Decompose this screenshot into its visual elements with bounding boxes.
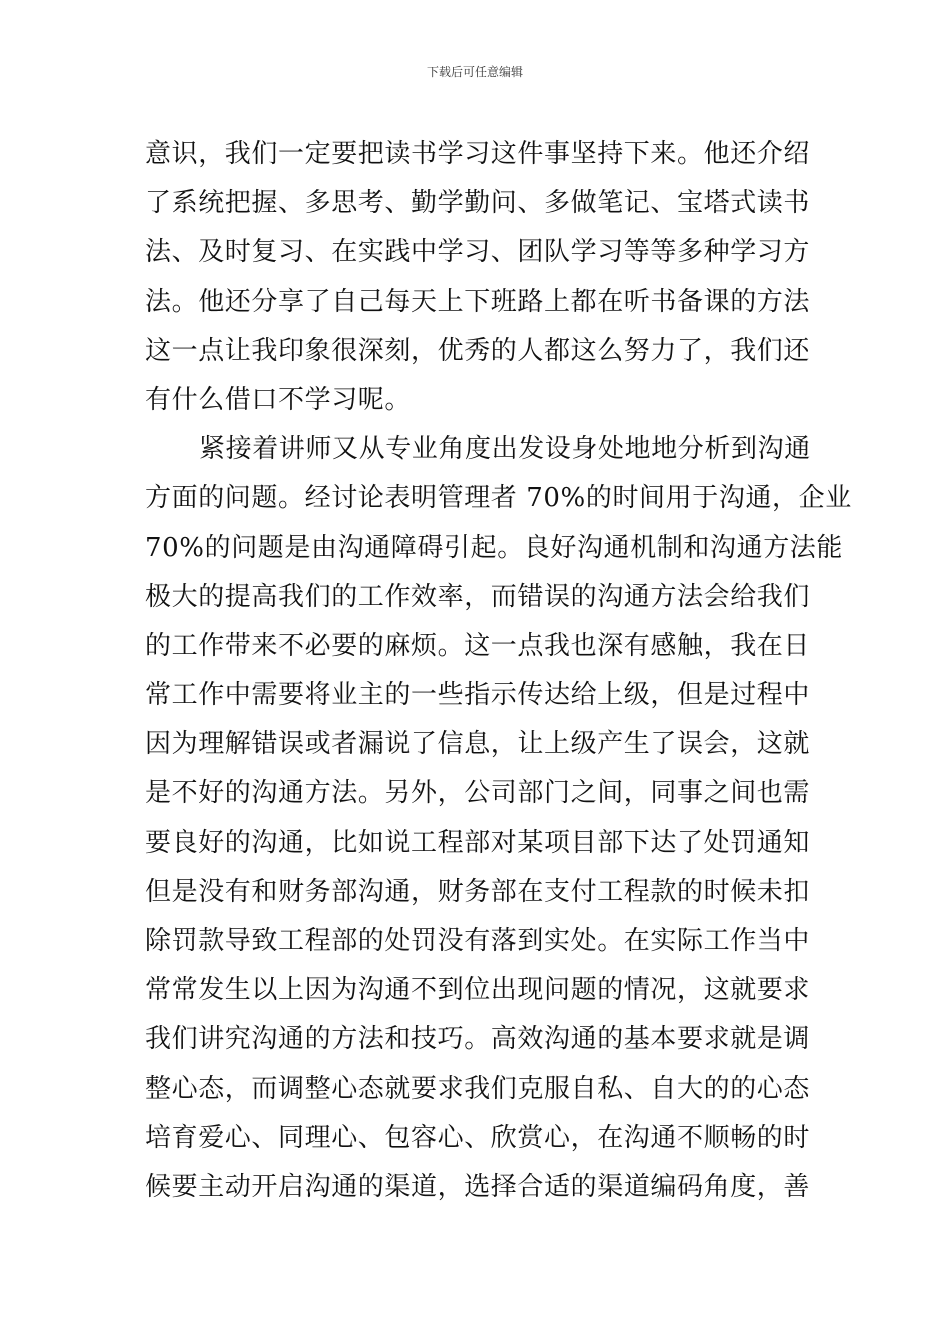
text-line: 是不好的沟通方法。另外，公司部门之间，同事之间也需	[145, 778, 811, 809]
text-line: 意识，我们一定要把读书学习这件事坚持下来。他还介绍	[145, 139, 811, 169]
text-line: 常工作中需要将业主的一些指示传达给上级，但是过程中	[145, 680, 811, 711]
text-line: 候要主动开启沟通的渠道，选择合适的渠道编码角度，善	[145, 1171, 811, 1202]
text-line: 我们讲究沟通的方法和技巧。高效沟通的基本要求就是调	[145, 1024, 811, 1055]
text-line: 但是没有和财务部沟通，财务部在支付工程款的时候未扣	[145, 876, 811, 907]
paragraph-2	[145, 425, 852, 1212]
text-line: 要良好的沟通，比如说工程部对某项目部下达了处罚通知	[145, 827, 811, 858]
text-line: 70%的问题是由沟通障碍引起。良好沟通机制和沟通方法能	[145, 532, 843, 563]
text-line: 整心态，而调整心态就要求我们克服自私、自大的的心态	[145, 1073, 811, 1104]
text-line: 常常发生以上因为沟通不到位出现问题的情况，这就要求	[145, 975, 811, 1006]
text-line: 有什么借口不学习呢。	[145, 384, 412, 415]
paragraph-1	[145, 130, 811, 425]
text-line: 极大的提高我们的工作效率，而错误的沟通方法会给我们	[145, 581, 811, 612]
text-line: 这一点让我印象很深刻，优秀的人都这么努力了，我们还	[145, 335, 811, 366]
text-line: 培育爱心、同理心、包容心、欣赏心，在沟通不顺畅的时	[145, 1122, 811, 1153]
text-line: 法。他还分享了自己每天上下班路上都在听书备课的方法	[145, 286, 811, 317]
text-line: 紧接着讲师又从专业角度出发设身处地地分析到沟通	[199, 434, 811, 465]
text-line: 方面的问题。经讨论表明管理者 70%的时间用于沟通，企业	[145, 483, 852, 514]
text-line: 除罚款导致工程部的处罚没有落到实处。在实际工作当中	[145, 926, 811, 956]
text-line: 因为理解错误或者漏说了信息，让上级产生了误会，这就	[145, 729, 811, 760]
document-body	[145, 130, 852, 1212]
text-line: 了系统把握、多思考、勤学勤问、多做笔记、宝塔式读书	[145, 188, 811, 219]
text-line: 法、及时复习、在实践中学习、团队学习等等多种学习方	[145, 237, 811, 268]
page-header: 下载后可任意编辑	[426, 65, 523, 79]
text-line: 的工作带来不必要的麻烦。这一点我也深有感触，我在日	[145, 630, 811, 661]
